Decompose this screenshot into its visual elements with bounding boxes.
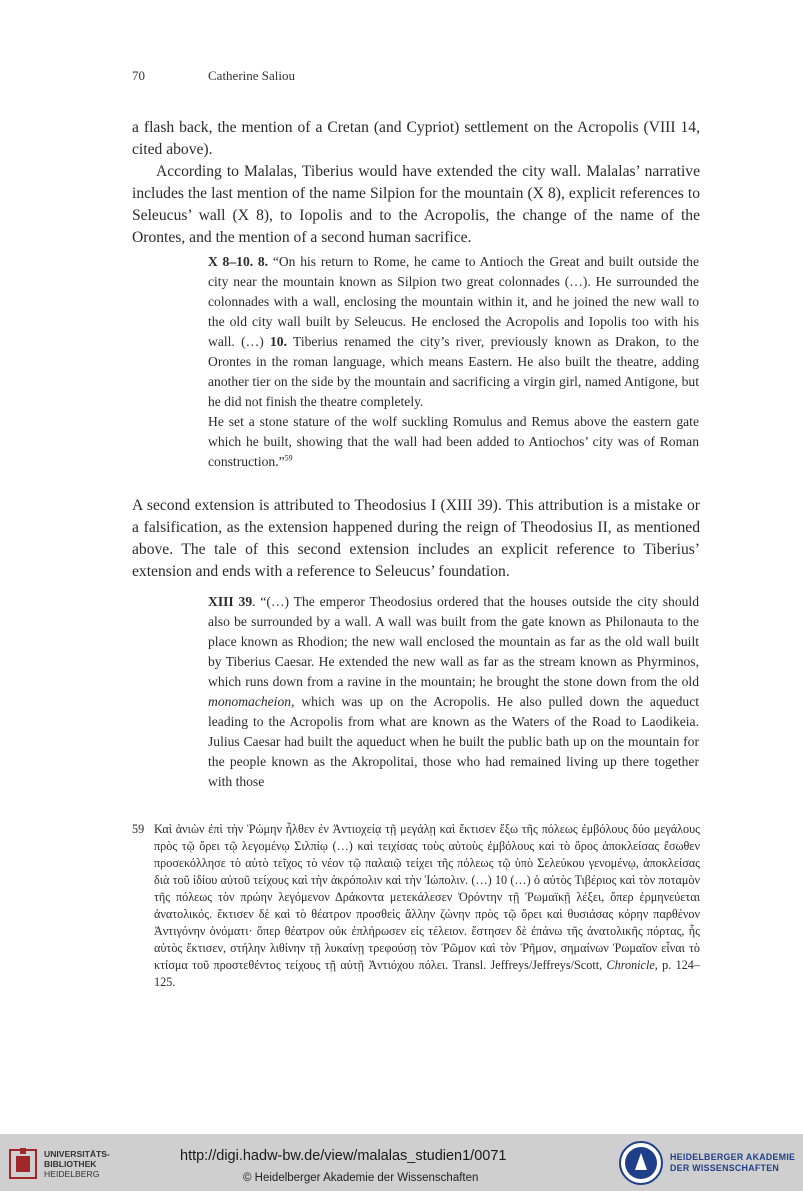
- academy-seal-icon: [618, 1140, 664, 1186]
- paragraph-2: According to Malalas, Tiberius would have extended the city wall. Malalas’ narrative includes the last mention of the name Silpion for the mountain (X 8), explicit references to Seleucus’ wall (X 8), to Iopolis and to the Acropolis, the change of the name of the Orontes, and the mention of a second human sacrifice.: [132, 163, 700, 246]
- body-text-middle: [132, 495, 700, 583]
- footnote-chronicle: Chronicle: [606, 958, 655, 972]
- footer-bar: [0, 1134, 803, 1191]
- library-name: UNIVERSITÄTS- BIBLIOTHEK HEIDELBERG: [44, 1149, 110, 1179]
- academy-logo[interactable]: [618, 1140, 798, 1186]
- copyright-notice: © Heidelberger Akademie der Wissenschaften: [243, 1172, 479, 1184]
- quote-block-1: [208, 252, 699, 472]
- running-author: Catherine Saliou: [208, 68, 296, 83]
- body-text-top: [132, 117, 700, 249]
- running-header: [132, 68, 295, 84]
- footnote-translation: Transl. Jeffreys/Jeffreys/Scott,: [448, 958, 607, 972]
- library-emblem-icon: [8, 1146, 38, 1180]
- quote-2-text-a: . “(…) The emperor Theodosius ordered that the houses outside the city should also be surrounded by a wall. A wall was built from the gate known as Philonauta to the place known as Rhodion; the new wall enclosed the mountain as far as the old wall built by Tiberius Caesar. He extended the new wall as far as the stream known as Phyrminos, which runs down from a ravine in the mountain; he brought the stone down from the old: [208, 594, 699, 689]
- footnote-number: 59: [132, 822, 145, 836]
- quote-1-paragraph-2: [208, 412, 699, 472]
- quote-block-2: [208, 592, 699, 792]
- document-url-link[interactable]: http://digi.hadw-bw.de/view/malalas_studien1/0071: [180, 1148, 507, 1164]
- academy-name: HEIDELBERGER AKADEMIE DER WISSENSCHAFTEN: [670, 1152, 796, 1173]
- footnote-pages: , p. 124–125.: [154, 958, 700, 989]
- quote-2-paragraph: [208, 592, 699, 792]
- paragraph-1: a flash back, the mention of a Cretan (and Cypriot) settlement on the Acropolis (VIII 14, cited above).: [132, 119, 700, 158]
- quote-1-text-a: “On his return to Rome, he came to Antioch the Great and built outside the city near the mountain known as Silpion two great colonnades (…). He surrounded the colonnades with a wall, enclosing the mountain within it, and he joined the new wall to the old city wall built by Seleucus. He enclosed the Acropolis and Iopolis too with his wall. (…): [208, 254, 699, 349]
- quote-1-text-c: He set a stone stature of the wolf suckling Romulus and Remus above the eastern gate which he built, showing that the wall had been added to Antiochos’ city was of Roman construction.”: [208, 414, 699, 469]
- footnote-marker: 59: [284, 453, 293, 463]
- page-number: 70: [132, 68, 145, 83]
- quote-1-paragraph: [208, 252, 699, 412]
- quote-2-italic: monomacheion: [208, 694, 292, 709]
- footnote-text: [154, 821, 700, 991]
- footnote-greek: Καὶ ἀνιὼν ἐπὶ τὴν Ῥώμην ἦλθεν ἐν Ἀντιοχείᾳ τῇ μεγάλῃ καὶ ἔκτισεν ἔξω τῆς πόλεως ἐμβόλους δύο μεγάλους πρὸς τῷ ὄρει τῷ λεγομένῳ Σιλπίῳ (…) καὶ τειχίσας τοὺς αὐτοὺς ἐμβόλους καὶ τὸ ὄρος ἀποκλείσας ἔσωθεν προσεκόλλησε τὸ αὐτὸ τεῖχος τὸ νέον τῷ παλαιῷ τείχει τῆς πόλεως τῷ ὑπὸ Σελεύκου γενομένῳ, ἀποκλείσας διὰ τοῦ ἰδίου αὐτοῦ τείχους καὶ τὴν ἀκρόπολιν καὶ τὴν Ἰώπολιν. (…) 10 (…) ὁ αὐτὸς Τιβέριος καὶ τὸν ποταμὸν τῆς πόλεως τὸν πρώην λεγόμενον Δράκοντα μετεκάλεσεν Ὀρόντην τῇ Ῥωμαϊκῇ λέξει, ὅπερ ἑρμηνεύεται ἀνατολικός. ἔκτισεν δὲ καὶ τὸ θέατρον προσθεὶς ἄλλην ζώνην πρὸς τῷ ὄρει καὶ θυσιάσας κόρην παρθένον Ἀντιγόνην ὀνόματι· ὅπερ θέατρον οὐκ ἐπλήρωσεν εἰς τέλειον. ἔστησεν δὲ ἐπάνω τῆς ἀνατολικῆς πόρτας, ἧς αὐτὸς ἔκτισεν, στήλην λιθίνην τῇ λυκαίνῃ τρεφούσῃ τὸν Ῥῶμον καὶ τὸν Ῥῆμον, σημαίνων Ῥωμαῖον εἶναι τὸ κτίσμα τοῦ προστεθέντος τείχους τῇ αὐτῇ Ἀντιόχου πόλει.: [154, 822, 700, 972]
- quote-1-text-b: Tiberius renamed the city’s river, previously known as Drakon, to the Orontes in the roman language, which means Eastern. He also built the theatre, adding another tier on the side by the mountain and sacrificing a virgin girl, named Antigone, but he did not finish the theatre completely.: [208, 334, 699, 409]
- quote-2-reference: XIII 39: [208, 594, 253, 609]
- university-library-logo[interactable]: [8, 1144, 138, 1184]
- quote-1-reference-2: 10.: [270, 334, 287, 349]
- paragraph-3: A second extension is attributed to Theodosius I (XIII 39). This attribution is a mistake or a falsification, as the extension happened during the reign of Theodosius II, as mentioned above. The tale of this second extension includes an explicit reference to Tiberius’ extension and ends with a reference to Seleucus’ foundation.: [132, 497, 700, 580]
- quote-2-text-b: , which was up on the Acropolis. He also pulled down the aqueduct leading to the Acropolis from what are known as the Waters of the Road to Laodikeia. Julius Caesar had built the aqueduct when he built the public bath up on the mountain for the people known as the Akropolitai, those who had remained living up there together with those: [208, 694, 699, 789]
- quote-1-reference: X 8–10. 8.: [208, 254, 269, 269]
- footnote-59: [132, 821, 700, 991]
